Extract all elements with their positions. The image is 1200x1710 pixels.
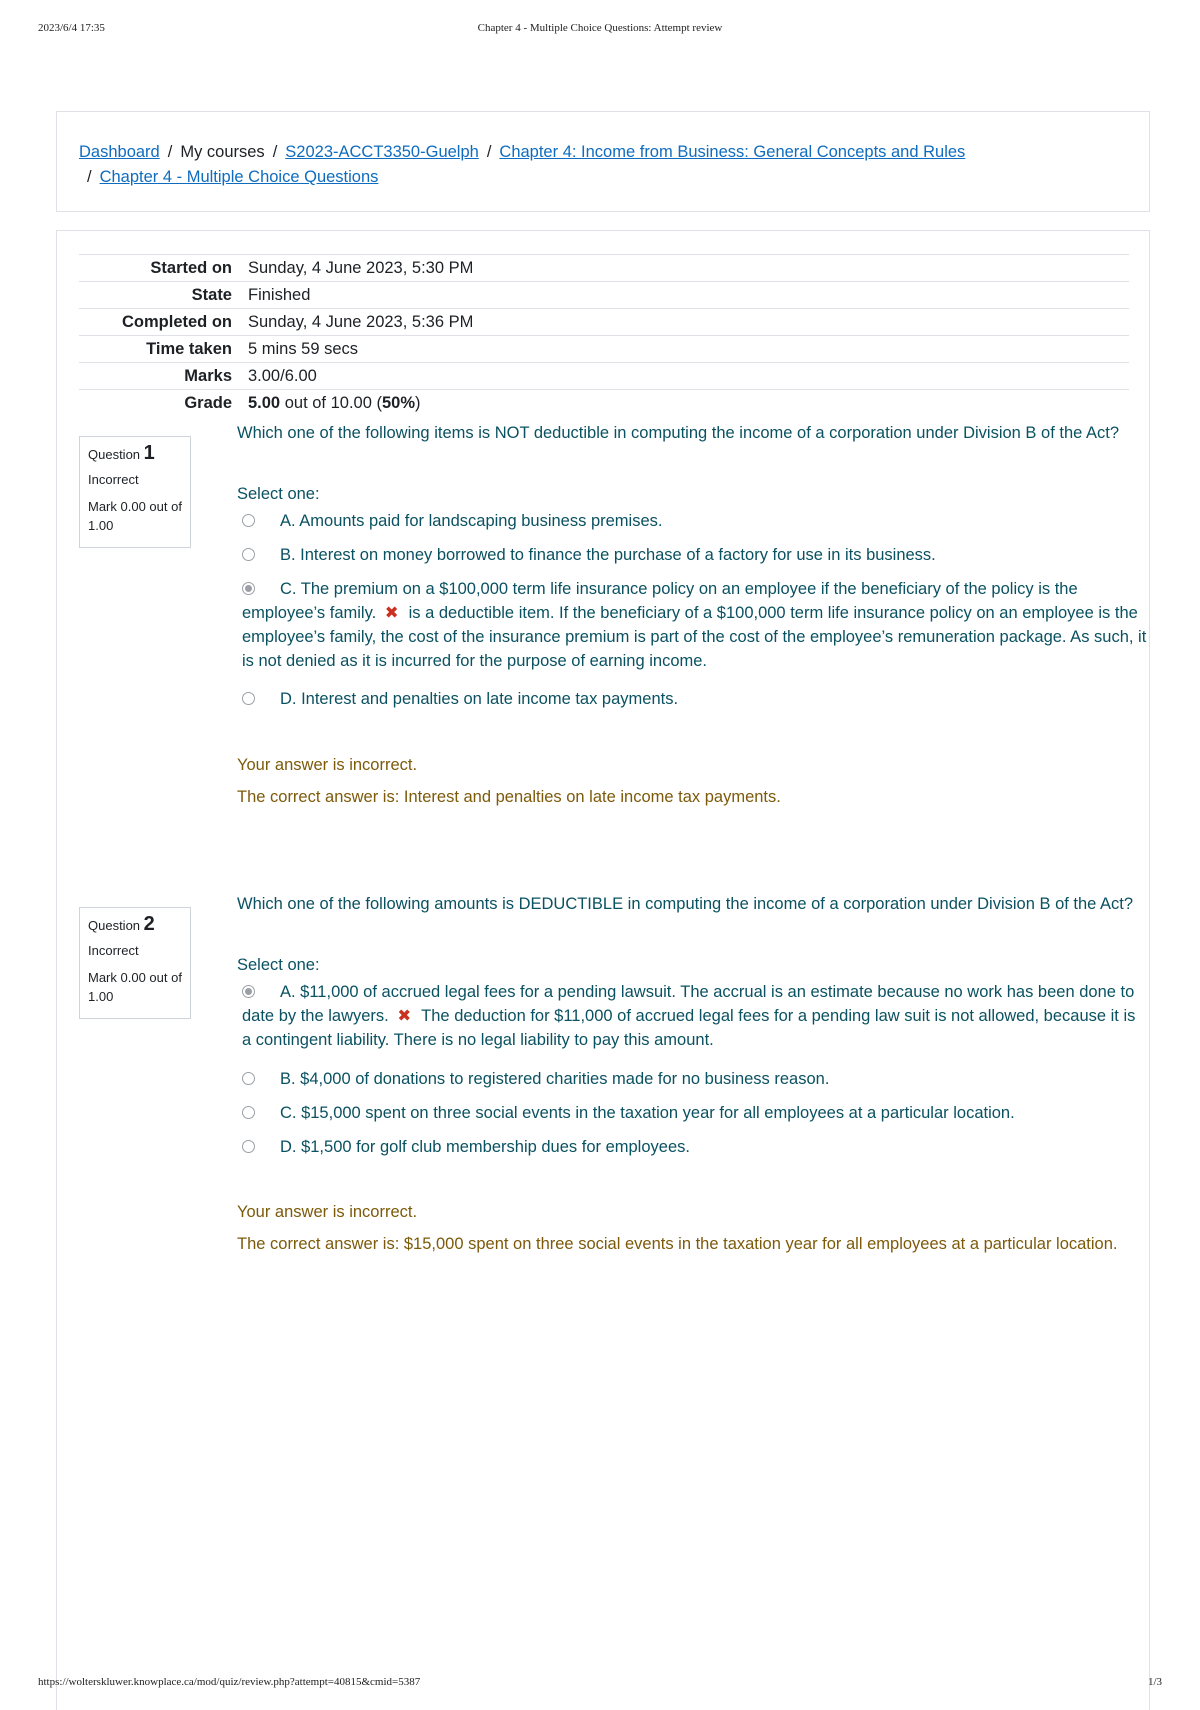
option-label: D. Interest and penalties on late income tax payments.	[280, 690, 679, 708]
breadcrumb-separator: /	[272, 143, 278, 161]
question-2-correct-answer: The correct answer is: $15,000 spent on three social events in the taxation year for all employees at a particular location.	[237, 1235, 1118, 1253]
breadcrumb-separator: /	[167, 143, 173, 161]
incorrect-x-icon: ✖	[397, 1007, 412, 1025]
summary-label: Completed on	[122, 313, 232, 331]
summary-grade-value	[248, 390, 1129, 417]
option-specific-feedback: The deduction for $11,000 of accrued legal fees for a pending law suit is not allowed, because it is a contingent liability. There is no legal liability to pay this amount.	[242, 1007, 1136, 1049]
radio-button[interactable]	[242, 1106, 255, 1119]
print-datetime: 2023/6/4 17:35	[38, 22, 105, 34]
attempt-summary-table	[79, 254, 1129, 417]
option-label: D. $1,500 for golf club membership dues for employees.	[280, 1138, 690, 1156]
breadcrumb-course-link[interactable]: S2023-ACCT3350-Guelph	[285, 143, 479, 161]
summary-value: 3.00/6.00	[248, 367, 317, 385]
breadcrumb-separator: /	[87, 168, 92, 186]
summary-label: Started on	[150, 259, 232, 277]
question-2-option-c[interactable]	[242, 1101, 1147, 1125]
question-mark: Mark 0.00 out of 1.00	[88, 499, 182, 533]
print-page-title: Chapter 4 - Multiple Choice Questions: Attempt review	[477, 22, 723, 34]
radio-button[interactable]	[242, 692, 255, 705]
breadcrumb-section-link[interactable]: Chapter 4: Income from Business: General Concepts and Rules	[499, 143, 966, 161]
breadcrumb-quiz-link[interactable]: Chapter 4 - Multiple Choice Questions	[99, 168, 379, 186]
summary-row	[79, 255, 1129, 282]
question-2-option-a[interactable]	[242, 980, 1147, 1052]
summary-label: Time taken	[146, 340, 232, 358]
option-label-with-feedback: A. $11,000 of accrued legal fees for a pending lawsuit. The accrual is an estimate because no work has been done to date by the lawyers. ✖ The deduction for $11,000 of accrued legal fees for a pending law suit is not allowed, because it is a contingent liability. There is no legal liability to pay this amount.	[242, 983, 1136, 1049]
question-1-result: Your answer is incorrect.	[237, 756, 418, 774]
question-2-select-label: Select one:	[237, 956, 320, 974]
summary-label: Grade	[184, 394, 232, 413]
question-1-select-label: Select one:	[237, 485, 320, 503]
question-2-option-b[interactable]	[242, 1067, 1147, 1091]
radio-button-selected[interactable]	[242, 985, 255, 998]
question-1-correct-answer: The correct answer is: Interest and penalties on late income tax payments.	[237, 788, 781, 806]
question-2-info	[79, 907, 191, 1019]
summary-value: Sunday, 4 June 2023, 5:30 PM	[248, 259, 474, 277]
summary-row	[79, 309, 1129, 336]
breadcrumb-card	[56, 111, 1150, 212]
print-footer	[38, 1676, 1162, 1692]
question-1-text: Which one of the following items is NOT deductible in computing the income of a corporation under Division B of the Act?	[237, 424, 1119, 442]
question-1-option-c[interactable]	[242, 577, 1147, 673]
summary-value: Sunday, 4 June 2023, 5:36 PM	[248, 313, 474, 331]
question-number: Question 2	[88, 913, 155, 935]
option-label: C. $15,000 spent on three social events in the taxation year for all employees at a particular location.	[280, 1104, 1015, 1122]
print-page-number: 1/3	[1147, 1676, 1162, 1688]
option-label: B. $4,000 of donations to registered charities made for no business reason.	[280, 1070, 830, 1088]
summary-row	[79, 282, 1129, 309]
summary-value: Finished	[248, 286, 311, 304]
question-1-info	[79, 436, 191, 548]
radio-button[interactable]	[242, 514, 255, 527]
option-label: A. Amounts paid for landscaping business premises.	[280, 512, 663, 530]
summary-row-grade	[79, 390, 1129, 417]
print-header	[38, 22, 1162, 38]
option-label-with-feedback: C. The premium on a $100,000 term life insurance policy on an employee if the beneficiary of the policy is the employee’s family. ✖ is a deductible item. If the beneficiary of a $100,000 term life insurance policy on an employee is the employee’s family, the cost of the insurance premium is part of the cost of the employee’s remuneration package. As such, it is not denied as it is incurred for the purpose of earning income.	[242, 580, 1147, 670]
question-2-result: Your answer is incorrect.	[237, 1203, 418, 1221]
question-number: Question 1	[88, 442, 155, 464]
radio-button[interactable]	[242, 1140, 255, 1153]
question-1-option-a[interactable]	[242, 509, 1147, 533]
summary-label: State	[191, 286, 232, 304]
question-1-option-b[interactable]	[242, 543, 1147, 567]
breadcrumb-dashboard-link[interactable]: Dashboard	[79, 143, 160, 161]
summary-label: Marks	[184, 367, 232, 385]
question-2-option-d[interactable]	[242, 1135, 1147, 1159]
breadcrumb	[79, 140, 1119, 190]
question-1-option-d[interactable]	[242, 687, 1147, 711]
incorrect-x-icon: ✖	[384, 604, 399, 622]
grade-score: 5.00	[248, 394, 281, 413]
summary-row	[79, 363, 1129, 390]
summary-row	[79, 336, 1129, 363]
question-state: Incorrect	[88, 943, 139, 958]
breadcrumb-separator: /	[486, 143, 492, 161]
grade-percent: 50%	[381, 394, 415, 413]
grade-out-of: out of 10.00 (	[284, 394, 382, 413]
print-url: https://wolterskluwer.knowplace.ca/mod/quiz/review.php?attempt=40815&cmid=5387	[38, 1676, 421, 1688]
summary-value: 5 mins 59 secs	[248, 340, 359, 358]
grade-close: )	[415, 394, 421, 413]
question-mark: Mark 0.00 out of 1.00	[88, 970, 182, 1004]
radio-button-selected[interactable]	[242, 582, 255, 595]
radio-button[interactable]	[242, 1072, 255, 1085]
question-2-text: Which one of the following amounts is DEDUCTIBLE in computing the income of a corporation under Division B of the Act?	[237, 895, 1134, 913]
question-state: Incorrect	[88, 472, 139, 487]
breadcrumb-my-courses: My courses	[180, 143, 265, 161]
radio-button[interactable]	[242, 548, 255, 561]
attempt-review-card	[56, 230, 1150, 1710]
option-label: B. Interest on money borrowed to finance the purchase of a factory for use in its business.	[280, 546, 936, 564]
option-specific-feedback: is a deductible item. If the beneficiary of a $100,000 term life insurance policy on an employee is the employee’s family, the cost of the insurance premium is part of the cost of the employee’s remuneration package. As such, it is not denied as it is incurred for the purpose of earning income.	[242, 604, 1147, 670]
